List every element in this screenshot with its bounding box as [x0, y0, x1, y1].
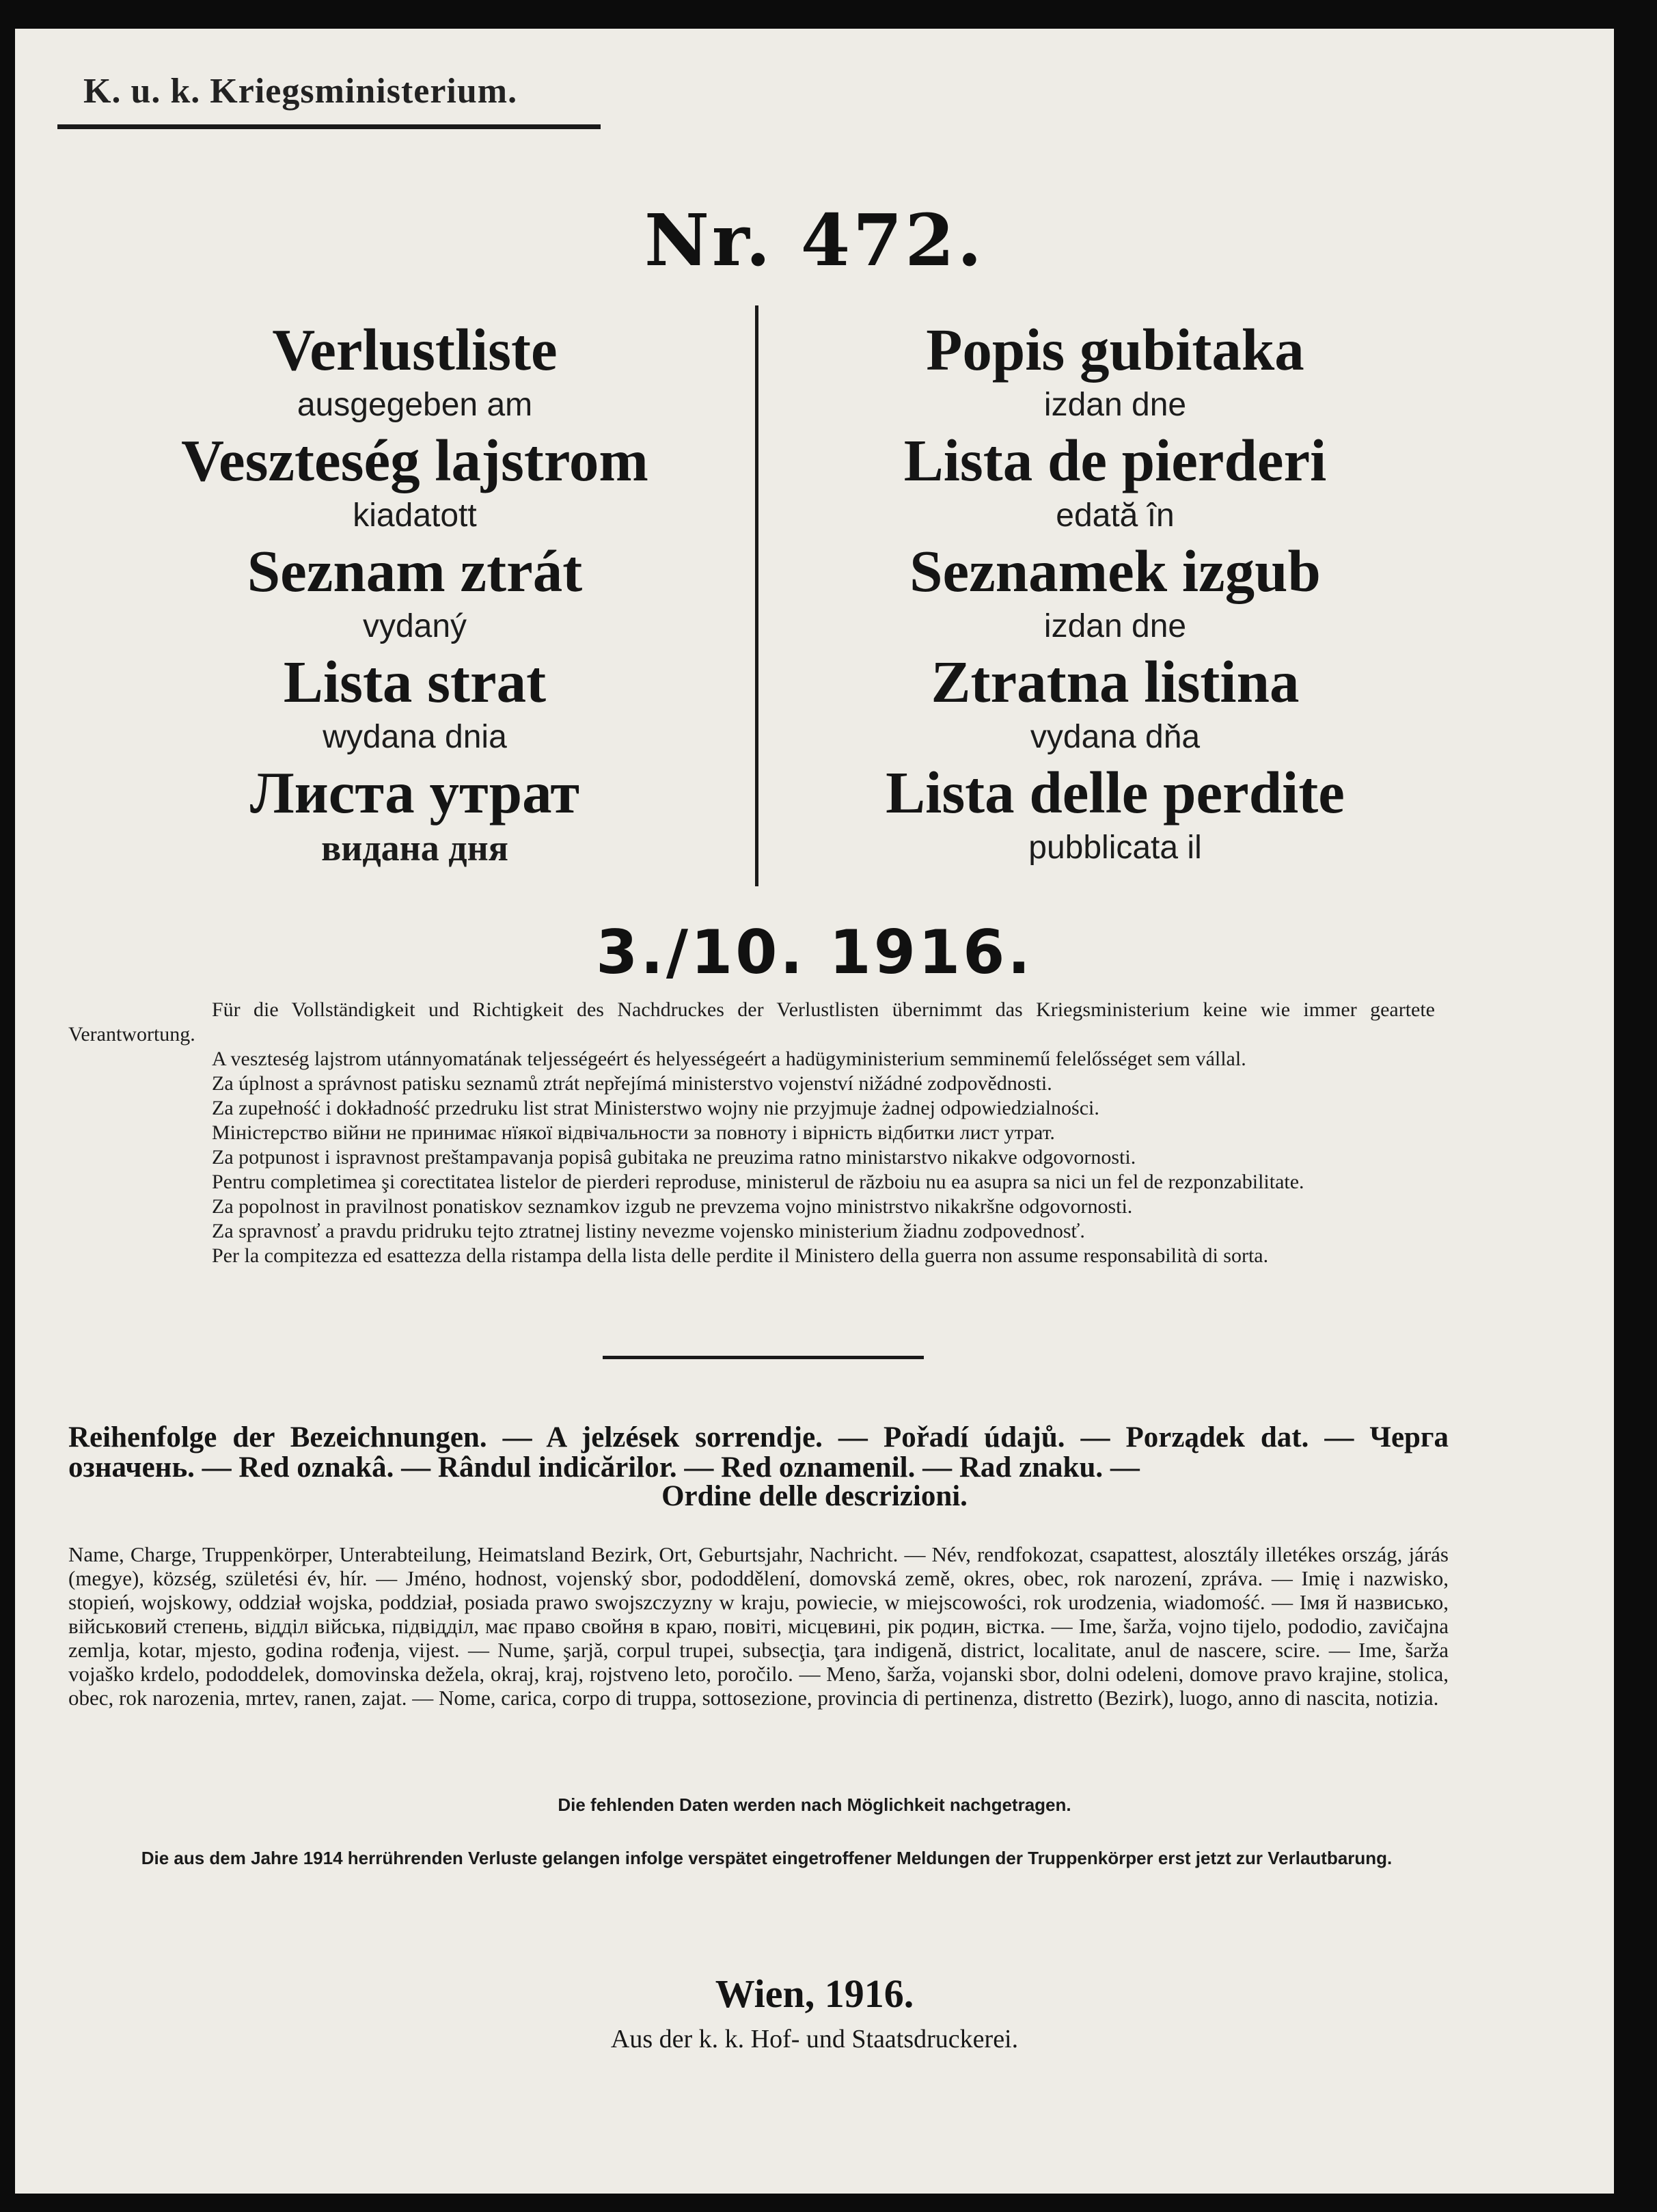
title-romanian: Lista de pierderi — [903, 427, 1327, 493]
subtitle-polish: wydana dnia — [323, 719, 507, 755]
disclaimer-polish: Za zupełność i dokładność przedruku list strat Ministerstwo wojny nie przyjmuje żadnej odpowiedzialności. — [212, 1097, 1099, 1119]
delayed-losses-notice: Die aus dem Jahre 1914 herrührenden Verluste gelangen infolge verspätet eingetroffener Meldungen der Truppenkörper erst jetzt zur Verlautbarung. — [141, 1848, 1393, 1868]
subtitle-croatian: izdan dne — [1043, 387, 1187, 423]
subtitle-italian: pubblicata il — [1028, 830, 1202, 866]
title-german: Verlustliste — [272, 316, 558, 383]
title-italian: Lista delle perdite — [886, 759, 1345, 825]
subtitle-romanian: edată în — [1056, 497, 1175, 534]
section-divider — [603, 1356, 924, 1359]
disclaimer-ukrainian: Міністерство війни не принимає нїякої відвічальности за повноту і вірність відбитки лист утрат. — [212, 1121, 1055, 1144]
order-heading-italian: Ordine delle descrizioni. — [661, 1480, 968, 1512]
disclaimer-hungarian: A veszteség lajstrom utánnyomatának teljességeért és helyességeért a hadügyministerium semminemű felelősséget sem vállal. — [212, 1048, 1246, 1070]
subtitle-hungarian: kiadatott — [353, 497, 477, 534]
title-croatian: Popis gubitaka — [926, 316, 1304, 383]
printer-imprint: Aus der k. k. Hof- und Staatsdruckerei. — [610, 2025, 1019, 2053]
titles-right-column — [756, 316, 1474, 876]
subtitle-czech: vydaný — [362, 608, 467, 644]
ministry-heading: K. u. k. Kriegsministerium. — [83, 72, 518, 111]
disclaimer-german: Für die Vollständigkeit und Richtigkeit des Nachdruckes der Verlustlisten übernimmt das Kriegsministerium keine wie immer geartete Verantwortung. — [68, 998, 1435, 1046]
field-descriptions: Name, Charge, Truppenkörper, Unterabteilung, Heimatsland Bezirk, Ort, Geburtsjahr, Nachricht. — Név, rendfokozat, csapattest, alosztály illetékes ország, járás (megye), község, születési év, hír. — Jméno, hodnost, vojenský sbor, pododdělení, domovská země, okres, obec, rok narození, zpráva. — Imię i nazwisko, stopień, wojskowy, oddział wojska, poddział, posiada prawo swojszczyzny w kraju, powiecie, w miejscowości, rok urodzenia, wiadomość. — Імя й назвисько, військовий степень, відділ війська, підвідділ, має право свойня в краю, повіті, місцевині, рік родин, вістка. — Ime, šarža, vojno tijelo, pododio, zavičajna zemlja, kotar, mjesto, godina rođenja, vijest. — Nume, şarjă, corpul trupei, subsecţia, ţara indigenă, district, localitate, anul de nascere, scire. — Ime, šarža vojaško krdelo, pododdelek, domovinska dežela, okraj, kraj, rojstveno leto, poročilo. — Meno, šarža, vojanski sbor, dolni odeleni, domove pravo krajine, stolica, obec, rok narozenia, mrtev, ranen, zajat. — Nome, carica, corpo di truppa, sottosezione, provincia di pertinenza, distretto (Bezirk), luogo, anno di nascita, notizia. — [68, 1542, 1449, 1710]
subtitle-slovenian: izdan dne — [1043, 608, 1187, 644]
title-polish: Lista strat — [283, 648, 547, 715]
publication-place: Wien, 1916. — [715, 1971, 914, 2016]
title-czech: Seznam ztrát — [247, 538, 583, 604]
title-slovak: Ztratna listina — [931, 648, 1300, 715]
disclaimer-czech: Za úplnost a správnost patisku seznamů ztrát nepřejímá ministerstvo vojenství nižádné zodpovědnosti. — [212, 1072, 1052, 1095]
order-heading: Reihenfolge der Bezeichnungen. — A jelzések sorrendje. — Pořadí údajů. — Porządek dat. — Черга означень. — Red oznakâ. — Rândul indicărilor. — Red oznamenil. — Rad znaku. — — [68, 1421, 1449, 1484]
ministry-underline — [57, 124, 601, 129]
disclaimer-croatian: Za potpunost i ispravnost preštampavanja popisâ gubitaka ne preuzima ratno ministarstvo nikakve odgovornosti. — [212, 1146, 1136, 1169]
titles-left-column — [56, 316, 773, 876]
subtitle-german: ausgegeben am — [297, 387, 533, 423]
issue-date: 3./10. 1916. — [596, 917, 1033, 987]
title-hungarian: Veszteség lajstrom — [181, 427, 648, 493]
subtitle-ukrainian: видана дня — [321, 828, 508, 869]
subtitle-slovak: vydana dňa — [1030, 719, 1201, 755]
disclaimer-slovenian: Za popolnost in pravilnost ponatiskov seznamkov izgub ne prevzema vojno ministrstvo nikakršne odgovornosti. — [212, 1195, 1133, 1218]
missing-data-notice: Die fehlenden Daten werden nach Möglichkeit nachgetragen. — [558, 1794, 1071, 1815]
disclaimer-italian: Per la compitezza ed esattezza della ristampa della lista delle perdite il Ministero della guerra non assume responsabilità di sorta. — [212, 1244, 1269, 1267]
disclaimer-slovak: Za spravnosť a pravdu pridruku tejto ztratnej listiny nevezme vojensko ministerium žiadnu zodpovednosť. — [212, 1220, 1085, 1242]
disclaimer-block — [68, 998, 1435, 1268]
document-page — [15, 29, 1614, 2194]
title-slovenian: Seznamek izgub — [909, 538, 1321, 604]
title-ukrainian: Листа утрат — [249, 759, 580, 825]
disclaimer-romanian: Pentru completimea şi corectitatea listelor de pierderi reproduse, ministerul de războiu nu ea asupra sa nici un fel de rezponzabilitate. — [212, 1171, 1304, 1193]
list-number: Nr. 472. — [644, 198, 985, 282]
